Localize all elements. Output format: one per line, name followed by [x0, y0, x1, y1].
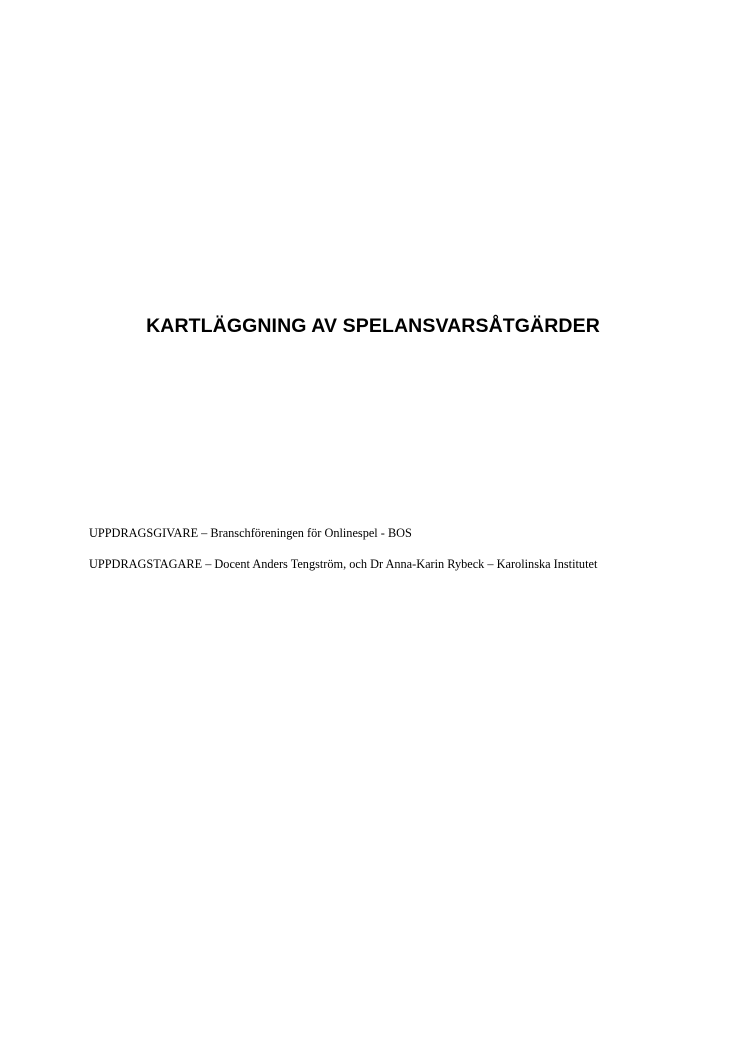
document-title: KARTLÄGGNING AV SPELANSVARSÅTGÄRDER	[146, 315, 600, 337]
commissioner-line: UPPDRAGSGIVARE – Branschföreningen för Onlinespel - BOS	[89, 526, 412, 540]
contractor-line: UPPDRAGSTAGARE – Docent Anders Tengström, och Dr Anna-Karin Rybeck – Karolinska Institutet	[89, 557, 598, 571]
